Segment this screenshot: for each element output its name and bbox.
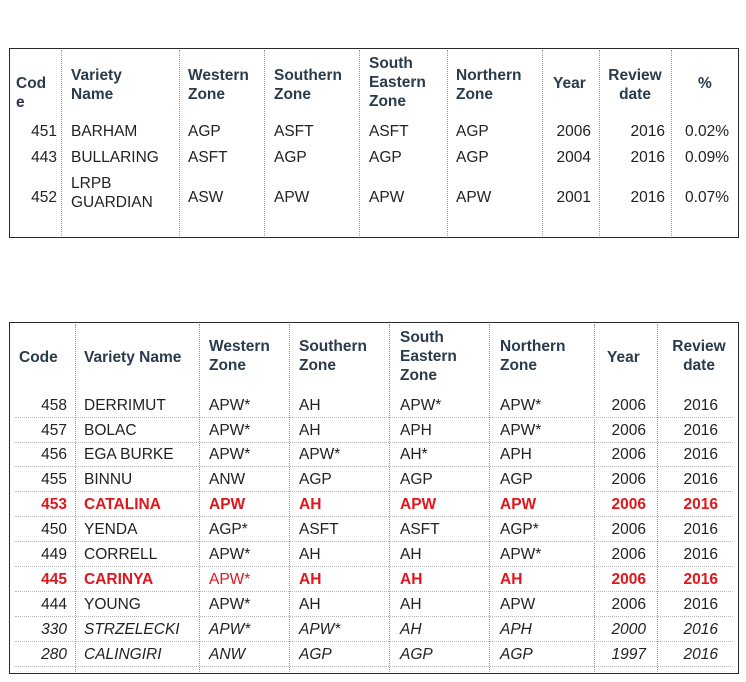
cell-name: BINNU [84, 471, 133, 488]
cell-western: ANW [209, 646, 246, 663]
cell-year: 1997 [611, 646, 646, 663]
cell-code: 453 [41, 496, 67, 513]
header-year: Year [553, 75, 586, 92]
cell-year: 2001 [556, 189, 591, 206]
cell-review: 2016 [683, 596, 718, 613]
cell-review: 2016 [683, 571, 718, 588]
cell-year: 2006 [611, 446, 646, 463]
cell-southeastern: AH [400, 546, 422, 563]
cell-code: 452 [31, 189, 57, 206]
cell-northern: APH [500, 621, 532, 638]
cell-code: 449 [41, 546, 67, 563]
header-southern: Southern Zone [274, 67, 343, 103]
cell-name: BARHAM [71, 123, 138, 140]
column-divider [542, 50, 543, 236]
cell-code: 456 [41, 446, 67, 463]
cell-southeastern: AH [400, 596, 422, 613]
column-divider [447, 50, 448, 236]
header-western: Western Zone [188, 67, 249, 103]
cell-review: 2016 [630, 189, 665, 206]
cell-code: 443 [31, 149, 57, 166]
cell-northern: APW* [500, 546, 542, 563]
cell-western: ANW [209, 471, 246, 488]
cell-southeastern: AH* [400, 446, 428, 463]
cell-southern: AH [299, 397, 321, 414]
header-southeastern: South Eastern Zone [400, 329, 457, 384]
column-divider [671, 50, 672, 236]
cell-code: 280 [41, 646, 67, 663]
cell-year: 2006 [611, 422, 646, 439]
cell-name: CORRELL [84, 546, 158, 563]
cell-review: 2016 [683, 422, 718, 439]
header-northern: Northern Zone [456, 67, 522, 103]
column-divider [75, 324, 76, 672]
column-divider [289, 324, 290, 672]
row-separator [15, 442, 733, 443]
cell-year: 2006 [556, 123, 591, 140]
cell-code: 445 [41, 571, 67, 588]
cell-pct: 0.02% [685, 123, 729, 140]
cell-western: APW* [209, 621, 251, 638]
cell-northern: APH [500, 446, 532, 463]
cell-review: 2016 [683, 521, 718, 538]
column-divider [264, 50, 265, 236]
cell-northern: AH [500, 571, 523, 588]
row-separator [15, 516, 733, 517]
column-divider [489, 324, 490, 672]
cell-southern: ASFT [299, 521, 339, 538]
cell-name: BULLARING [71, 149, 159, 166]
cell-western: APW* [209, 596, 251, 613]
cell-western: APW* [209, 446, 251, 463]
cell-code: 444 [41, 596, 67, 613]
cell-year: 2006 [611, 521, 646, 538]
cell-southeastern: AGP [400, 646, 433, 663]
column-divider [359, 50, 360, 236]
cell-southeastern: AH [400, 571, 423, 588]
cell-name: CATALINA [84, 496, 161, 513]
cell-name: DERRIMUT [84, 397, 166, 414]
cell-review: 2016 [683, 546, 718, 563]
cell-name: EGA BURKE [84, 446, 174, 463]
cell-code: 450 [41, 521, 67, 538]
cell-northern: AGP [456, 149, 489, 166]
cell-year: 2006 [611, 397, 646, 414]
cell-code: 458 [41, 397, 67, 414]
row-separator [15, 566, 733, 567]
cell-name: BOLAC [84, 422, 137, 439]
cell-western: ASFT [188, 149, 228, 166]
cell-name: LRPB GUARDIAN [71, 175, 153, 211]
cell-pct: 0.07% [685, 189, 729, 206]
cell-year: 2006 [611, 546, 646, 563]
cell-year: 2006 [611, 496, 646, 513]
cell-southern: AH [299, 571, 322, 588]
cell-review: 2016 [683, 397, 718, 414]
cell-southern: AGP [299, 646, 332, 663]
header-review: Review date [608, 67, 662, 103]
cell-year: 2006 [611, 571, 646, 588]
cell-northern: APW [500, 596, 536, 613]
cell-review: 2016 [683, 646, 718, 663]
cell-northern: APW* [500, 422, 542, 439]
cell-western: APW* [209, 397, 251, 414]
cell-review: 2016 [683, 471, 718, 488]
cell-year: 2000 [611, 621, 646, 638]
cell-southeastern: APH [400, 422, 432, 439]
cell-western: ASW [188, 189, 224, 206]
cell-southeastern: APW [400, 496, 437, 513]
cell-western: AGP [188, 123, 221, 140]
cell-name: CARINYA [84, 571, 154, 588]
header-pct: % [698, 75, 712, 92]
cell-review: 2016 [683, 446, 718, 463]
header-southern: Southern Zone [299, 338, 368, 374]
cell-western: APW* [209, 422, 251, 439]
cell-review: 2016 [630, 149, 665, 166]
cell-southeastern: APW [369, 189, 405, 206]
cell-southeastern: APW* [400, 397, 442, 414]
cell-northern: AGP [456, 123, 489, 140]
row-separator [15, 616, 733, 617]
row-separator [15, 417, 733, 418]
cell-pct: 0.09% [685, 149, 729, 166]
cell-review: 2016 [683, 496, 718, 513]
cell-code: 330 [41, 621, 67, 638]
cell-southern: AGP [299, 471, 332, 488]
cell-southern: APW* [299, 446, 341, 463]
header-northern: Northern Zone [500, 338, 566, 374]
cell-southern: AH [299, 596, 321, 613]
header-name: Variety Name [84, 349, 182, 366]
cell-code: 457 [41, 422, 67, 439]
cell-southern: APW [274, 189, 310, 206]
cell-northern: AGP [500, 471, 533, 488]
cell-southeastern: ASFT [369, 123, 409, 140]
header-code: Cod e [16, 75, 47, 111]
row-separator [15, 591, 733, 592]
cell-review: 2016 [683, 621, 718, 638]
cell-year: 2006 [611, 471, 646, 488]
row-separator [15, 666, 733, 667]
cell-review: 2016 [630, 123, 665, 140]
cell-name: YOUNG [84, 596, 141, 613]
header-code: Code [19, 349, 58, 366]
cell-southern: AGP [274, 149, 307, 166]
header-year: Year [607, 349, 640, 366]
row-separator [15, 491, 733, 492]
cell-southeastern: ASFT [400, 521, 440, 538]
cell-name: YENDA [84, 521, 138, 538]
cell-western: APW* [209, 571, 251, 588]
cell-code: 455 [41, 471, 67, 488]
cell-name: CALINGIRI [84, 646, 162, 663]
cell-northern: AGP* [500, 521, 539, 538]
cell-southern: ASFT [274, 123, 314, 140]
row-separator [15, 466, 733, 467]
cell-southern: AH [299, 546, 321, 563]
cell-western: AGP* [209, 521, 248, 538]
header-review: Review date [672, 338, 726, 374]
cell-northern: APW [500, 496, 537, 513]
column-divider [389, 324, 390, 672]
row-separator [15, 541, 733, 542]
cell-southeastern: AH [400, 621, 422, 638]
cell-name: STRZELECKI [84, 621, 180, 638]
row-separator [15, 641, 733, 642]
cell-southeastern: AGP [400, 471, 433, 488]
cell-northern: APW* [500, 397, 542, 414]
cell-southeastern: AGP [369, 149, 402, 166]
cell-year: 2004 [556, 149, 591, 166]
cell-southern: APW* [299, 621, 341, 638]
cell-southern: AH [299, 496, 322, 513]
column-divider [599, 50, 600, 236]
header-southeastern: South Eastern Zone [369, 55, 426, 110]
cell-year: 2006 [611, 596, 646, 613]
cell-southern: AH [299, 422, 321, 439]
cell-code: 451 [31, 123, 57, 140]
cell-western: APW* [209, 546, 251, 563]
cell-northern: APW [456, 189, 492, 206]
column-divider [61, 50, 62, 236]
cell-northern: AGP [500, 646, 533, 663]
header-name: Variety Name [71, 67, 122, 103]
header-western: Western Zone [209, 338, 270, 374]
cell-western: APW [209, 496, 246, 513]
